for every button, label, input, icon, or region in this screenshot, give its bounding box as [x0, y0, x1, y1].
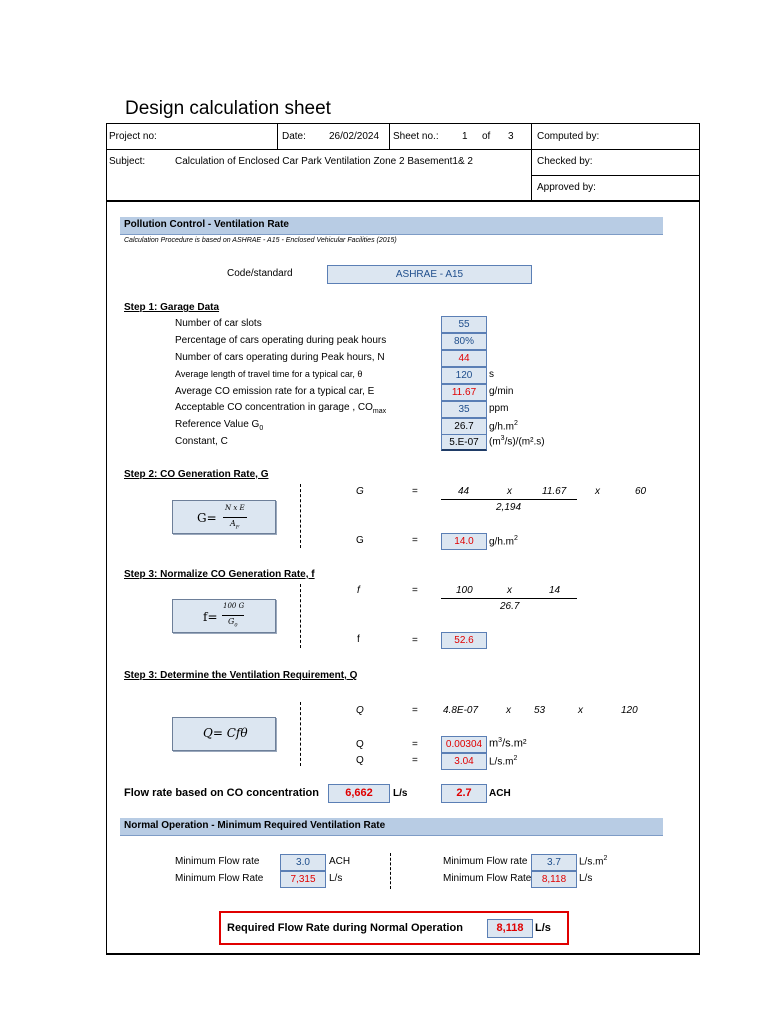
eq-var: G [356, 535, 364, 546]
formula-text: Q= Cfθ [203, 726, 248, 740]
formula-lhs: f= [203, 610, 218, 624]
step1-unit: ppm [489, 403, 509, 414]
step1-heading: Step 1: Garage Data [124, 302, 220, 313]
project-label: Project no: [109, 131, 157, 142]
eq-sign: = [412, 705, 418, 716]
step1-label: Reference Value $G_0$ [175, 419, 264, 432]
min-flow-label: Minimum Flow Rate [443, 873, 532, 884]
step2-heading: Step 2: CO Generation Rate, G [124, 469, 269, 480]
formula-denominator: $A_F$ [230, 519, 240, 531]
calculation-note: Calculation Procedure is based on ASHRAE - A15 - Enclosed Vehicular Facilities (2015) [124, 237, 397, 244]
checked-by-label: Checked by: [537, 156, 593, 167]
step1-unit: g/min [489, 386, 514, 397]
eq-sign: = [412, 535, 418, 546]
step1-value: 35 [441, 401, 487, 418]
eq-operand: 4.8E-07 [443, 705, 479, 716]
min-flow-value: 8,118 [531, 871, 577, 888]
g-result-value: 14.0 [441, 533, 487, 550]
step1-value: 5.E-07 [441, 434, 487, 451]
eq-sign: = [412, 755, 418, 766]
code-standard-value: ASHRAE - A15 [327, 265, 532, 284]
q-result-value-m3: 0.00304 [441, 736, 487, 753]
step1-label: Number of car slots [175, 318, 262, 329]
eq-operand: 14 [549, 585, 561, 596]
required-flow-value: 8,118 [487, 919, 533, 938]
min-flow-value: 7,315 [280, 871, 326, 888]
step1-value: 44 [441, 350, 487, 367]
eq-operator: x [578, 705, 583, 716]
formula-q [172, 717, 276, 751]
code-standard-label: Code/standard [227, 268, 293, 279]
min-flow-unit: L/s [329, 873, 343, 884]
flow-co-ach-unit: ACH [489, 788, 511, 799]
subject-label: Subject: [109, 156, 146, 167]
section-heading-normal-operation: Normal Operation - Minimum Required Ventilation Rate [120, 818, 663, 836]
approved-by-label: Approved by: [537, 182, 596, 193]
step1-unit: $g/h.m^2$ [489, 420, 518, 433]
eq-denominator: 26.7 [500, 601, 520, 612]
eq-denominator: 2,194 [496, 502, 522, 513]
step1-label: Constant, C [175, 436, 228, 447]
eq-operator: x [507, 486, 512, 497]
step1-value: 120 [441, 367, 487, 384]
eq-operand: 44 [458, 486, 470, 497]
sheet-total: 3 [508, 131, 514, 142]
step1-label: Average length of travel time for a typical car, θ [175, 369, 363, 379]
step3-normalize-heading: Step 3: Normalize CO Generation Rate, f [124, 569, 315, 580]
date-label: Date: [282, 131, 306, 142]
computed-by-label: Computed by: [537, 131, 600, 142]
step1-label: Number of cars operating during Peak hours, N [175, 352, 385, 363]
q-result-unit-m3: $m^3/s.m^2$ [489, 737, 527, 750]
min-flow-unit: $L/s.m^2$ [579, 855, 608, 868]
step1-value: 80% [441, 333, 487, 350]
min-flow-value: 3.7 [531, 854, 577, 871]
formula-numerator: 100 G [223, 602, 245, 610]
g-result-unit: $g/h.m^2$ [489, 535, 518, 548]
formula-lhs: G= [197, 511, 217, 525]
flow-co-ach-value: 2.7 [441, 784, 487, 803]
f-result-value: 52.6 [441, 632, 487, 649]
step3-ventilation-heading: Step 3: Determine the Ventilation Requirement, Q [124, 670, 358, 681]
eq-operand: 120 [621, 705, 638, 716]
eq-var: f [357, 585, 360, 596]
step1-label-subscript: max [372, 408, 387, 415]
step1-label: Acceptable CO concentration in garage , $CO_{max}$ [175, 402, 387, 415]
eq-operator: x [507, 585, 512, 596]
flow-co-label: Flow rate based on CO concentration [124, 787, 319, 799]
eq-var: Q [356, 705, 364, 716]
step1-value: 11.67 [441, 384, 487, 401]
min-flow-value: 3.0 [280, 854, 326, 871]
min-flow-label: Minimum Flow rate [443, 856, 528, 867]
section-heading-pollution: Pollution Control - Ventilation Rate [120, 217, 663, 235]
q-result-unit-ls: $L/s.m^2$ [489, 755, 518, 768]
min-flow-label: Minimum Flow rate [175, 856, 260, 867]
required-flow-label: Required Flow Rate during Normal Operation [227, 922, 463, 934]
page-title: Design calculation sheet [125, 98, 331, 119]
eq-operand: 53 [534, 705, 546, 716]
eq-sign: = [412, 486, 418, 497]
step1-label-subscript: 0 [259, 425, 264, 432]
eq-var: Q [356, 739, 364, 750]
date-value: 26/02/2024 [329, 131, 380, 142]
step1-label: Percentage of cars operating during peak hours [175, 335, 387, 346]
min-flow-unit: L/s [579, 873, 593, 884]
min-flow-unit: ACH [329, 856, 351, 867]
eq-sign: = [412, 739, 418, 750]
step1-unit: s [489, 369, 494, 380]
eq-operand: 11.67 [542, 486, 567, 497]
eq-var: Q [356, 755, 364, 766]
eq-operator: x [506, 705, 511, 716]
q-result-value-ls: 3.04 [441, 753, 487, 770]
formula-g [172, 500, 276, 534]
sheet-number: 1 [462, 131, 468, 142]
subject-value: Calculation of Enclosed Car Park Ventilation Zone 2 Basement1& 2 [175, 156, 473, 167]
sheet-label: Sheet no.: [393, 131, 439, 142]
of-label: of [482, 131, 491, 142]
flow-co-value: 6,662 [328, 784, 390, 803]
eq-var: f [357, 634, 360, 645]
step1-value: 55 [441, 316, 487, 333]
formula-denominator: $G_0$ [228, 617, 238, 629]
step1-unit: $(m^3/s)/(m^2.s)$ [489, 435, 545, 448]
eq-operator: x [595, 486, 600, 497]
step1-label: Average CO emission rate for a typical car, E [175, 386, 375, 397]
flow-co-unit: L/s [393, 788, 408, 799]
eq-sign: = [412, 635, 418, 646]
formula-numerator: N x E [225, 504, 245, 512]
formula-f [172, 599, 276, 633]
eq-var: G [356, 486, 364, 497]
min-flow-label: Minimum Flow Rate [175, 873, 264, 884]
eq-operand: 60 [635, 486, 647, 497]
step1-value: 26.7 [441, 418, 487, 435]
required-flow-unit: L/s [535, 922, 551, 934]
eq-operand: 100 [456, 585, 473, 596]
eq-sign: = [412, 585, 418, 596]
